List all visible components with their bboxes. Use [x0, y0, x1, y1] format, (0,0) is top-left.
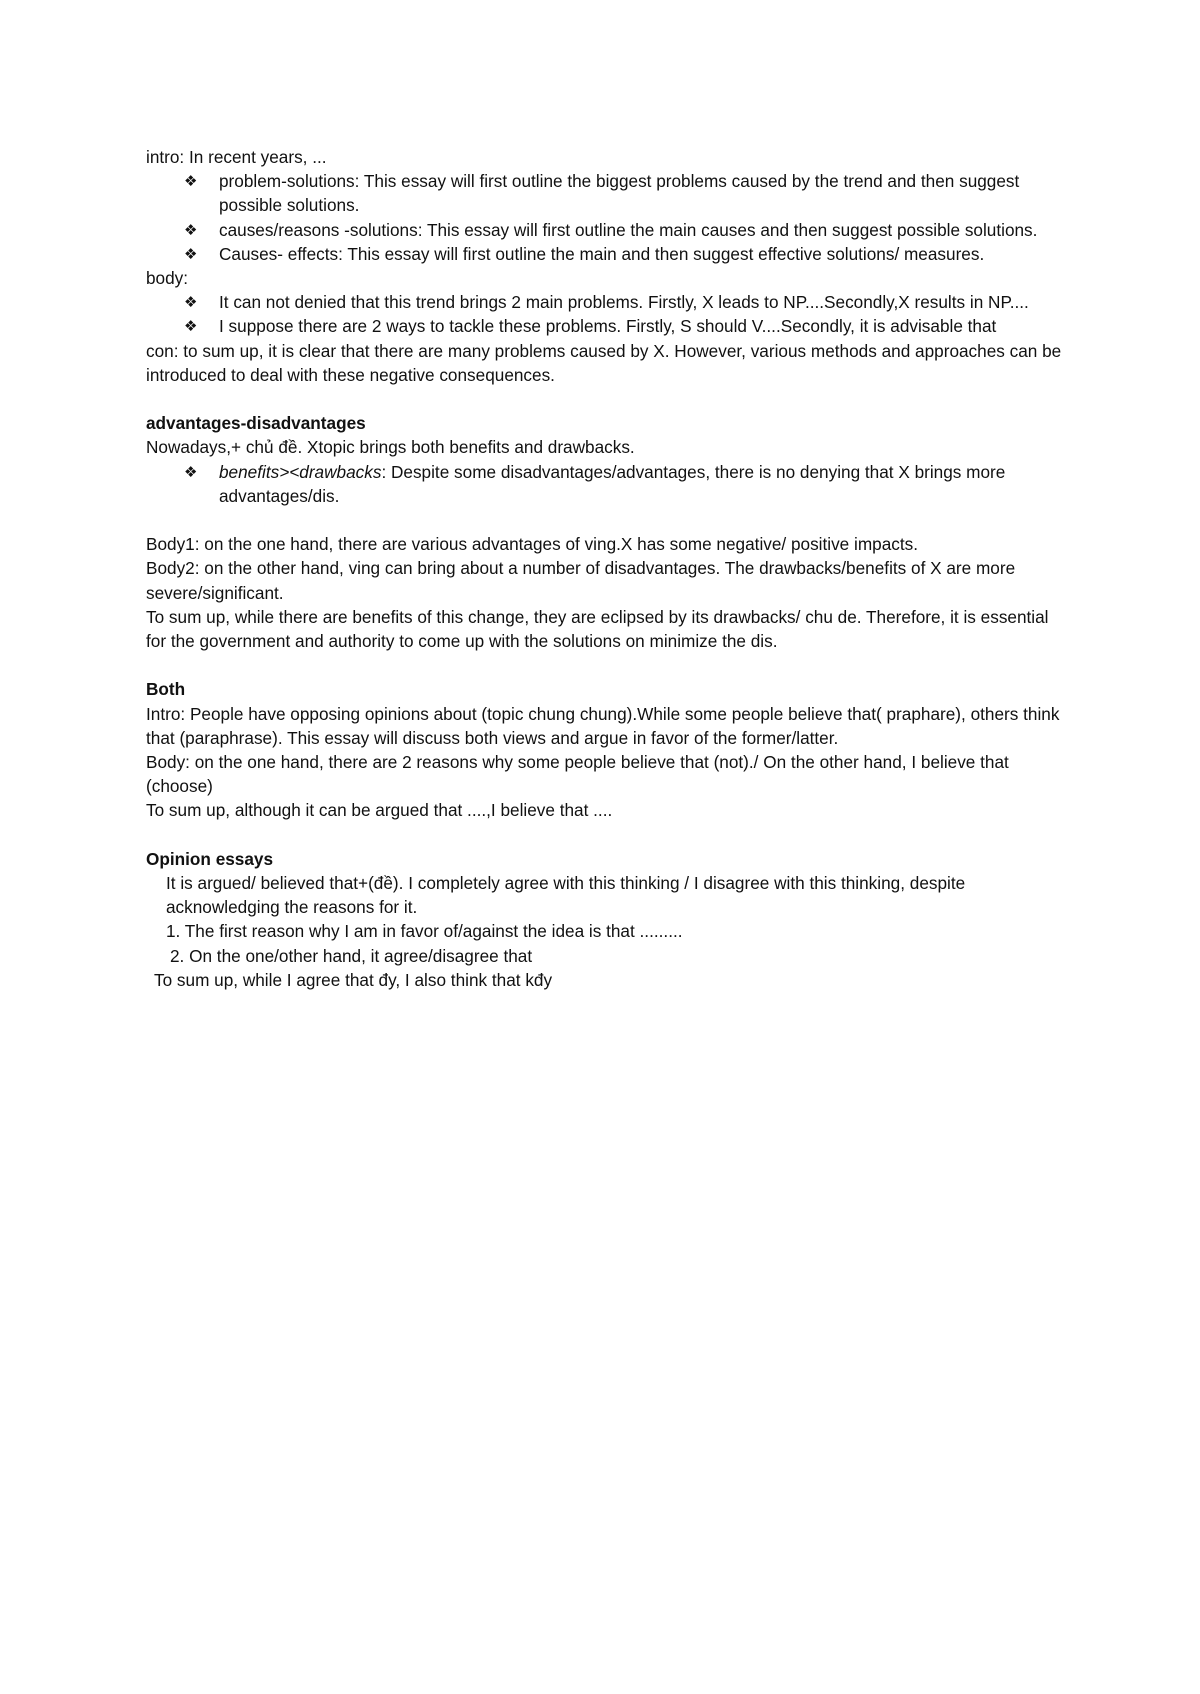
diamond-bullet-icon: ❖ [184, 293, 198, 312]
bullet-body-solutions: ❖ I suppose there are 2 ways to tackle these problems. Firstly, S should V....Secondly, it is advisable that [146, 314, 1066, 338]
body-label: body: [146, 268, 189, 289]
spacer [146, 508, 1066, 532]
conclusion-paragraph: con: to sum up, it is clear that there are many problems caused by X. However, various methods and approaches can be introduced to deal with these negative consequences. [146, 340, 1062, 385]
opinion-item-1: 1. The first reason why I am in favor of/against the idea is that ......... [166, 921, 683, 942]
body2-paragraph: Body2: on the other hand, ving can bring about a number of disadvantages. The drawbacks/benefits of X are more severe/significant. [146, 558, 1016, 603]
opinion-intro: It is argued/ believed that+(đề). I completely agree with this thinking / I disagree with this thinking, despite acknowledging the reasons for it. [166, 873, 966, 918]
bullet-causes-effects: ❖ Causes- effects: This essay will first outline the main and then suggest effective solutions/ measures. [146, 242, 1066, 266]
bullet-body-problems: ❖ It can not denied that this trend brings 2 main problems. Firstly, X leads to NP....Secondly,X results in NP.... [146, 290, 1066, 314]
advantages-intro: Nowadays,+ chủ đề. Xtopic brings both benefits and drawbacks. [146, 437, 635, 458]
advantages-conclusion: To sum up, while there are benefits of this change, they are eclipsed by its drawbacks/ chu de. Therefore, it is essential for the government and authority to come up with the solutions on minimize the dis. [146, 606, 1049, 652]
document-page [146, 145, 1066, 992]
bullet-problem-solutions: ❖ problem-solutions: This essay will first outline the biggest problems caused by the trend and then suggest possible solutions. [184, 171, 1020, 216]
opinion-item-2: 2. On the one/other hand, it agree/disagree that [170, 945, 533, 966]
section-heading-opinion: Opinion essays [146, 848, 274, 869]
section-heading-both: Both [146, 679, 186, 700]
opinion-conclusion: To sum up, while I agree that đy, I also think that kđy [154, 969, 553, 990]
intro-line: intro: In recent years, ... [146, 147, 327, 167]
both-body: Body: on the one hand, there are 2 reasons why some people believe that (not)./ On the other hand, I believe that (choose) [146, 752, 1009, 797]
spacer [146, 387, 1066, 411]
bullet-benefits-drawbacks: ❖ benefits><drawbacks: Despite some disadvantages/advantages, there is no denying that X brings more advantages/dis. [184, 461, 1006, 506]
spacer [146, 823, 1066, 847]
diamond-bullet-icon: ❖ [184, 462, 198, 481]
diamond-bullet-icon: ❖ [184, 220, 198, 239]
diamond-bullet-icon: ❖ [184, 172, 198, 191]
bullet-causes-solutions: ❖ causes/reasons -solutions: This essay will first outline the main causes and then suggest possible solutions. [146, 218, 1066, 242]
body1-paragraph: Body1: on the one hand, there are various advantages of ving.X has some negative/ positive impacts. [146, 534, 919, 555]
diamond-bullet-icon: ❖ [184, 244, 198, 263]
both-intro: Intro: People have opposing opinions about (topic chung chung).While some people believe that( praphare), others think that (paraphrase). This essay will discuss both views and argue in favor of the former/latter. [146, 703, 1060, 748]
diamond-bullet-icon: ❖ [184, 317, 198, 336]
both-conclusion: To sum up, although it can be argued that ....,I believe that .... [146, 800, 613, 821]
spacer [146, 653, 1066, 677]
section-heading-advantages: advantages-disadvantages [146, 413, 366, 434]
